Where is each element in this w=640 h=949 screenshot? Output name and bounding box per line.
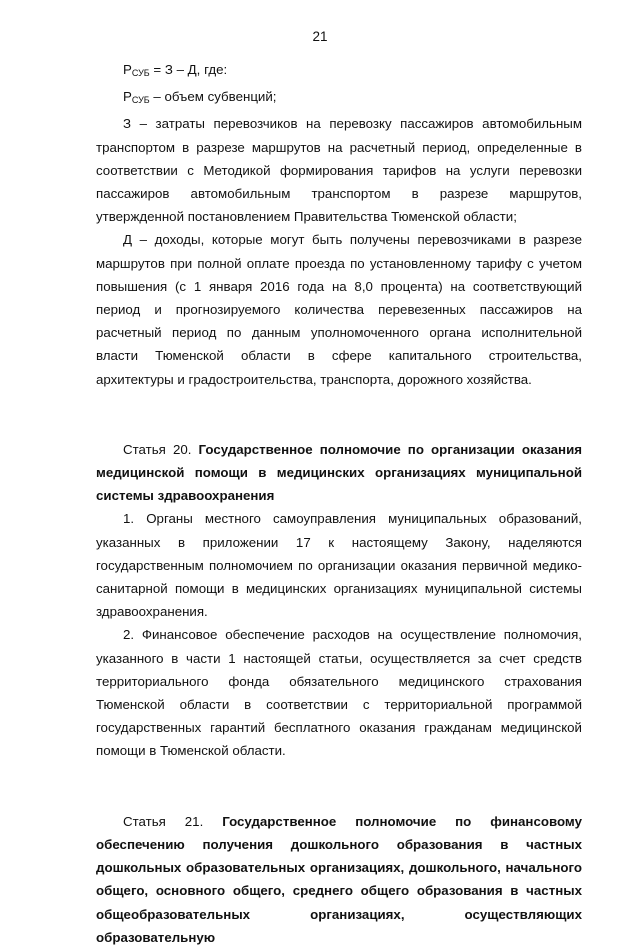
article-20-prefix: Статья 20. [123,441,199,457]
definition-text: – объем субвенций; [149,89,277,105]
article-20-part-2: 2. Финансовое обеспечение расходов на осуществление полномочия, указанного в части 1 настоящей статьи, осуществляется за счет средств территориального фонда обязательного медицинского страхования Тюменской области в соответствии с территориальной программой государственных гарантий бесплатного оказания гражданам медицинской помощи в Тюменской области. [96,627,582,759]
formula-lhs-subscript: СУБ [131,68,150,78]
formula-definition [96,85,582,112]
paragraph-costs: З – затраты перевозчиков на перевозку пассажиров автомобильным транспортом в разрезе маршрутов на расчетный период, определенные в соответствии с Методикой формирования тарифов на услуги перевозки пассажиров автомобильным транспортом в разрезе маршрутов, утвержденной постановлением Правительства Тюменской области; [96,116,582,225]
page-number: 21 [312,29,328,44]
document-body [96,58,582,949]
formula-line [96,58,582,85]
article-20-part-1: 1. Органы местного самоуправления муниципальных образований, указанных в приложении 17 к настоящему Закону, наделяются государственным полномочием по организации оказания первичной медико-санитарной помощи в медицинских организациях муниципальной системы здравоохранения. [96,511,582,620]
definition-symbol: Р [123,89,132,105]
article-21-prefix: Статья 21. [123,813,223,829]
formula-rhs: = З – Д, где: [149,62,228,77]
article-20-heading [96,438,582,508]
article-21-heading [96,810,582,949]
definition-subscript: СУБ [131,95,150,106]
article-20-title: Государственное полномочие по организации оказания медицинской помощи в медицинских организациях муниципальной системы здравоохранения [96,441,582,504]
article-21-title: Государственное полномочие по финансовому обеспечению получения дошкольного образования в частных дошкольных образовательных организациях, дошкольного, начального общего, основного общего, среднего общего образования в частных общеобразовательных организациях, осуществляющих образовательную [96,813,582,945]
formula-lhs: Р [123,62,132,77]
paragraph-income: Д – доходы, которые могут быть получены перевозчиками в разрезе маршрутов при полной оплате проезда по установленному тарифу с учетом повышения (с 1 января 2016 года на 8,0 процента) на соответствующий период и прогнозируемого количества перевезенных пассажиров на расчетный период по данным уполномоченного органа исполнительной власти Тюменской области в сфере капитального строительства, архитектуры и градостроительства, транспорта, дорожного хозяйства. [96,232,582,387]
